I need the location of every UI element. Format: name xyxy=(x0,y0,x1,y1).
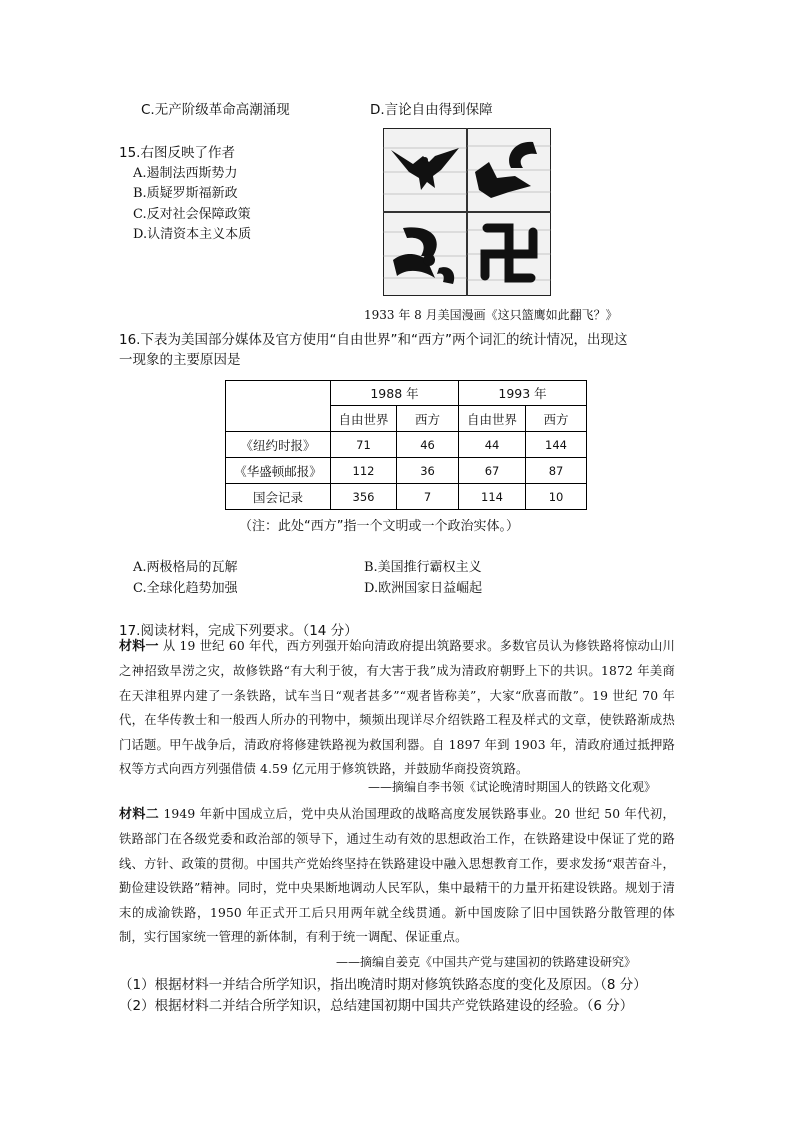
table-cell: 44 xyxy=(459,432,526,458)
table-year-1993: 1993 年 xyxy=(459,381,587,406)
q17-subquestion-1: （1）根据材料一并结合所学知识，指出晚清时期对修筑铁路态度的变化及原因。（8 分） xyxy=(119,977,647,993)
table-header-row xyxy=(226,381,587,406)
material-1-text: 从 19 世纪 60 年代，西方列强开始向清政府提出筑路要求。多数官员认为修铁路将惊动山川之神招致旱涝之灾，故修铁路“有大利于彼，有大害于我”成为清政府朝野上下的共识。1872 年美商在天津租界内建了一条铁路，试车当日“观者甚多”“观者皆称美”，大家“欣喜而散”。19 世纪 70 年代，在华传教士和一般西人所办的刊物中，频频出现详尽介绍铁路工程及样式的文章，使铁路渐成热门话题。甲午战争后，清政府将修建铁路视为救国利器。自 1897 年到 1903 年，清政府通过抵押路权等方式向西方列强借债 4.59 亿元用于修筑铁路，并鼓励华商投资筑路。 xyxy=(119,639,676,777)
table-cell: 144 xyxy=(526,432,587,458)
table-cell: 67 xyxy=(459,458,526,484)
q15-stem: 15.右图反映了作者 xyxy=(119,145,235,161)
table-cell: 10 xyxy=(526,484,587,510)
table-cell: 36 xyxy=(397,458,459,484)
q16-option-a: A.两极格局的瓦解 xyxy=(133,560,238,575)
usage-statistics-table xyxy=(225,380,587,510)
table-row xyxy=(226,458,587,484)
material-1-source: ——摘编自李书领《试论晚清时期国人的铁路文化观》 xyxy=(368,780,657,794)
q16-stem-line2: 一现象的主要原因是 xyxy=(119,352,241,368)
table-year-1988: 1988 年 xyxy=(331,381,459,406)
table-cell: 114 xyxy=(459,484,526,510)
q17-stem: 17.阅读材料，完成下列要求。（14 分） xyxy=(119,623,358,639)
q14-option-d: D.言论自由得到保障 xyxy=(370,102,493,118)
q15-option-c: C.反对社会保障政策 xyxy=(133,207,251,222)
q16-option-b: B.美国推行霸权主义 xyxy=(364,560,482,575)
table-row-label: 《华盛顿邮报》 xyxy=(226,458,331,484)
table-row xyxy=(226,484,587,510)
q15-cartoon-caption: 1933 年 8 月美国漫画《这只篮鹰如此翻飞？》 xyxy=(364,308,618,322)
material-1-paragraph xyxy=(119,634,675,781)
table-corner-cell xyxy=(226,381,331,432)
q16-stem-line1: 16.下表为美国部分媒体及官方使用“自由世界”和“西方”两个词汇的统计情况，出现这 xyxy=(119,332,628,348)
q15-option-b: B.质疑罗斯福新政 xyxy=(133,186,238,201)
table-cell: 356 xyxy=(331,484,397,510)
table-row xyxy=(226,432,587,458)
table-cell: 46 xyxy=(397,432,459,458)
cartoon-eagle-swastika-image xyxy=(383,128,551,296)
material-2-paragraph xyxy=(119,802,675,949)
q15-option-d: D.认清资本主义本质 xyxy=(133,227,252,242)
table-subheader: 自由世界 xyxy=(331,406,397,432)
table-cell: 7 xyxy=(397,484,459,510)
table-row-label: 《纽约时报》 xyxy=(226,432,331,458)
table-row-label: 国会记录 xyxy=(226,484,331,510)
material-2-text: 1949 年新中国成立后，党中央从治国理政的战略高度发展铁路事业。20 世纪 50 年代初，铁路部门在各级党委和政治部的领导下，通过生动有效的思想政治工作，在铁路建设中保证了党的路线、方针、政策的贯彻。中国共产党始终坚持在铁路建设中融入思想教育工作，要求发扬“艰苦奋斗，勤俭建设铁路”精神。同时，党中央果断地调动人民军队，集中最精干的力量开拓建设铁路。规划于清末的成渝铁路，1950 年正式开工后只用两年就全线贯通。新中国废除了旧中国铁路分散管理的体制，实行国家统一管理的新体制，有利于统一调配、保证重点。 xyxy=(119,807,676,945)
table-cell: 87 xyxy=(526,458,587,484)
q16-option-c: C.全球化趋势加强 xyxy=(133,581,238,596)
q16-option-d: D.欧洲国家日益崛起 xyxy=(364,581,483,596)
material-2-source: ——摘编自姜克《中国共产党与建国初的铁路建设研究》 xyxy=(336,955,637,969)
table-subheader: 西方 xyxy=(397,406,459,432)
table-cell: 112 xyxy=(331,458,397,484)
q16-table-note: （注：此处“西方”指一个文明或一个政治实体。） xyxy=(239,519,519,534)
q17-subquestion-2: （2）根据材料二并结合所学知识，总结建国初期中国共产党铁路建设的经验。（6 分） xyxy=(119,998,634,1014)
table-cell: 71 xyxy=(331,432,397,458)
table-subheader: 西方 xyxy=(526,406,587,432)
material-1-label: 材料一 xyxy=(119,639,159,654)
q14-option-c: C.无产阶级革命高潮涌现 xyxy=(141,102,290,118)
q15-option-a: A.遏制法西斯势力 xyxy=(133,166,238,181)
material-2-label: 材料二 xyxy=(119,807,160,822)
table-subheader: 自由世界 xyxy=(459,406,526,432)
